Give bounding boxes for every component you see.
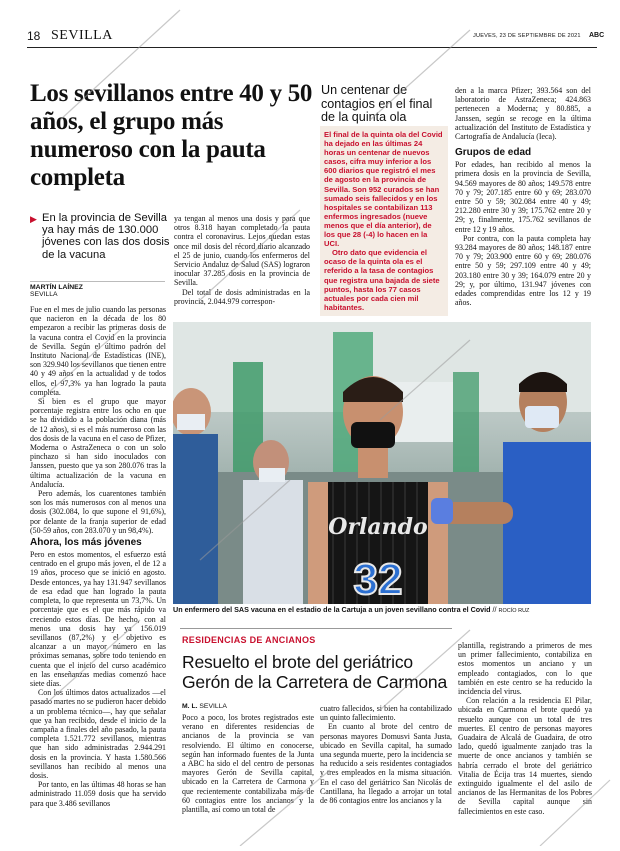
paragraph: Pero además, los cuarentones también son los más numerosos con al menos una dosis (302.084, lo que supone el 91,6%), por delante de la franja superior de edad (50-59 años, con 283.070 y un 98,4%). [30,489,166,535]
paragraph: Del total de dosis administradas en la provincia, 2.044.979 correspon- [174,287,310,306]
paragraph: ya tengan al menos una dosis y para que otros 8.318 hayan completado la pauta contra el coronavirus. Lejos quedan estas once mil dosis del récord diario alcanzado el 25 de junio, cuando los enfermeros del Servicio Andaluz de Salud (SAS) lograron inocular 37.285 dosis en la provincia de Sevilla. [174,214,310,288]
second-location: SEVILLA [199,703,227,710]
second-section-label: RESIDENCIAS DE ANCIANOS [182,635,316,645]
main-column-4 [455,86,591,307]
sidebar-paragraph: Otro dato que evidencia el ocaso de la quinta ola es el referido a la tasa de contagios que registra una bajada de siete puntos, hasta los 77 casos actuales por cada cien mil habitantes. [324,248,440,312]
paragraph: Por contra, con la pauta completa hay 93.284 mayores de 80 años; 148.187 entre 70 y 79; 203.900 entre 60 y 69; 280.076 entre 50 y 59; 297.109 entre 40 y 49; 203.180 entre 30 y 39; 164.079 entre 20 y 29; y, por último, 131.947 jóvenes con edades comprendidas entre los 12 y 19 años. [455,233,591,308]
paragraph: plantilla, registrando a primeros de mes un primer fallecimiento, contabiliza en estos momentos un anciano y un empleado contagiados, con lo que también en este centro se ha reducido la incidencia del virus. [458,641,592,697]
main-column-2 [174,214,310,306]
subheadline [30,212,170,261]
paragraph: Poco a poco, los brotes registrados este verano en diferentes residencias de ancianos de la provincia se van resolviendo. El último en conocerse, según han informado fuentes de la Junta a ABC ha sido el del centro de personas mayores Gerón de Sevilla capital, ubicado en la Carretera de Carmona y que recientemente contabilizaba más de 60 contagios entre los ancianos y la plantilla, así como un total de [182,713,314,815]
jersey-wordmark: Orlando [328,514,428,540]
paragraph: cuatro fallecidos, si bien ha contabilizado un quinto fallecimiento. [320,704,452,723]
second-byline [182,703,227,710]
paragraph: Con relación a la residencia El Pilar, ubicada en Carmona el brote quedó ya resuelto aunque con un total de tres muertes. El centro de personas mayores Guadaira de Alcalá de Guadaira, de otro lado, quedó igualmente zanjado tras la muerte de once ancianos y también se habría cerrado el brote del geriátrico Vitalia de Écija tras 14 muertes, siendo extinguido igualmente el del asilo de ancianos de las Hermanitas de los Pobres de Sevilla capital aunque sin fallecimientos en este caso. [458,696,592,816]
second-column-1 [182,713,314,814]
vaccination-photo [173,322,591,604]
paragraph: Por tanto, en las últimas 48 horas se han administrado 11.059 dosis que ha servido para que 3.486 sevillanos [30,780,166,808]
subhead-age-groups: Grupos de edad [455,147,532,159]
jersey-number: 32 [353,555,403,604]
paragraph: Fue en el mes de julio cuando las personas que nacieron en la década de los 80 empezaron a recibir las primeras dosis de la vacuna contra el Covid en la provincia de Sevilla. Según el último padrón del Instituto Nacional de Estadísticas (INE), son 329.940 los sevillanos que tienen entre 40 y 49 años en la actualidad y de todos ellos, el 97,3% ya han logrado la pauta completa. [30,305,166,397]
subhead-young: Ahora, los más jóvenes [30,537,142,549]
paragraph: Pero en estos momentos, el esfuerzo está centrado en el grupo más joven, el de 12 a 19 años, proceso que se inició en agosto. Desde entonces, ya hay 131.947 sevillanos de esa edad que han logrado la pauta completa, lo que representa un 73,7%. Un porcentaje que es el que más rápido va creciendo estos días. De hecho, con al menos una dosis hay ya 156.019 sevillanos (87,2%) y el objetivo es alcanzar a un mayor número en las próximas semanas, sobre todo teniendo en cuenta que el inicio del curso académico en las enseñanzas medias comenzó hace siete días. [30,550,166,688]
sidebar-paragraph: El final de la quinta ola del Covid ha dejado en las últimas 24 horas un centenar de nuevos casos, cifra muy inferior a los 600 diarios que registró el mes de agosto en la provincia de Sevilla. Son 952 curados se han sumado seis fallecidos y en los hospitales se contabilizan 113 enfermos ingresados (nueve menos que el día anterior), de los que 28 (-4) lo hacen en la UCI. [324,130,443,249]
photo-caption: Un enfermero del SAS vacuna en el estadio de la Cartuja a un joven sevillano contra el Covid // ROCÍO RUZ [173,605,530,614]
page-number: 18 [27,29,41,43]
main-headline: Los sevillanos entre 40 y 50 años, el grupo más numeroso con la pauta completa [30,80,313,191]
sidebar-headline: Un centenar de contagios en el final de la quinta ola [321,83,433,124]
paragraph: Con los últimos datos actualizados —el pasado martes no se pudieron hacer debido a un problema técnico—, hay que señalar que ya han recibido, desde el inicio de la campaña a finales del año pasado, la pauta completa 1.521.772 sevillanos, mientras que han sido administradas 2.944.291 dosis en la provincia. Y hasta 1.580.566 sevillanos han recibido al menos una dosis. [30,688,166,780]
section-name: SEVILLA [51,28,113,43]
author-name: MARTÍN LAÍNEZ [30,284,83,291]
paragraph: Por edades, han recibido al menos la primera dosis en la provincia de Sevilla, 94.569 mayores de 80 años; 149.578 entre 70 y 79; 207.185 entre 60 y 69; 283.070 entre 50 y 59; 302.084 entre 40 y 49; 212.280 entre 30 y 39; 175.762 entre 20 y 29; y, finalmente, 175.762 sevillanos de entre 12 y 19 años. [455,160,591,234]
brand-logo: ABC [589,32,605,39]
issue-date: JUEVES, 23 DE SEPTIEMBRE DE 2021 [473,33,581,39]
sidebar-box [320,126,448,316]
second-column-3 [458,641,592,816]
paragraph: Si bien es el grupo que mayor porcentaje registra entre los ocho en que se ha dividido a la población diana (más de 12 años), si es el más numeroso con las dos dosis de la vacuna en el caso de Pfizer, Moderna o AstraZeneca o con un solo pinchazo si han sido inoculados con Janssen, puesto que ya son 280.076 tras la última actualización de la vacuna en Andalucía. [30,397,166,489]
page-header [27,27,605,47]
second-article-rule [180,628,452,629]
byline-location: SEVILLA [30,291,58,298]
second-column-2 [320,704,452,805]
subheadline-text: En la provincia de Sevilla ya hay más de 130.000 jóvenes con las dos dosis de la vacuna [42,212,170,261]
second-author: M. L. [182,703,198,710]
header-rule [27,47,597,48]
caption-text: Un enfermero del SAS vacuna en el estadio de la Cartuja a un joven sevillano contra el Covid [173,605,491,614]
main-column-1 [30,305,166,808]
byline [30,281,165,298]
photo-scene [173,322,591,604]
paragraph: En cuanto al brote del centro de personas mayores Domusvi Santa Justa, ubicado en Sevilla capital, ha sumado una segunda muerte, pero la incidencia se ha reducido a seis residentes contagiados y tres empleados en la misma situación. En el caso del geriátrico San Nicolás de Cantillana, ha llegado a arrojar un total de 86 contagios entre los ancianos y la [320,722,452,806]
paragraph: den a la marca Pfizer; 393.564 son del laboratorio de AstraZeneca; 424.863 pertenecen a Moderna; y 80.885, a Janssen, según se recoge en la última actualización del Instituto de Estadística y Cartografía de Andalucía (Ieca). [455,86,591,142]
second-headline: Resuelto el brote del geriátrico Gerón de la Carretera de Carmona [182,652,447,692]
arrow-bullet-icon: ▶ [30,214,37,224]
photo-credit: ROCÍO RUZ [498,608,530,614]
